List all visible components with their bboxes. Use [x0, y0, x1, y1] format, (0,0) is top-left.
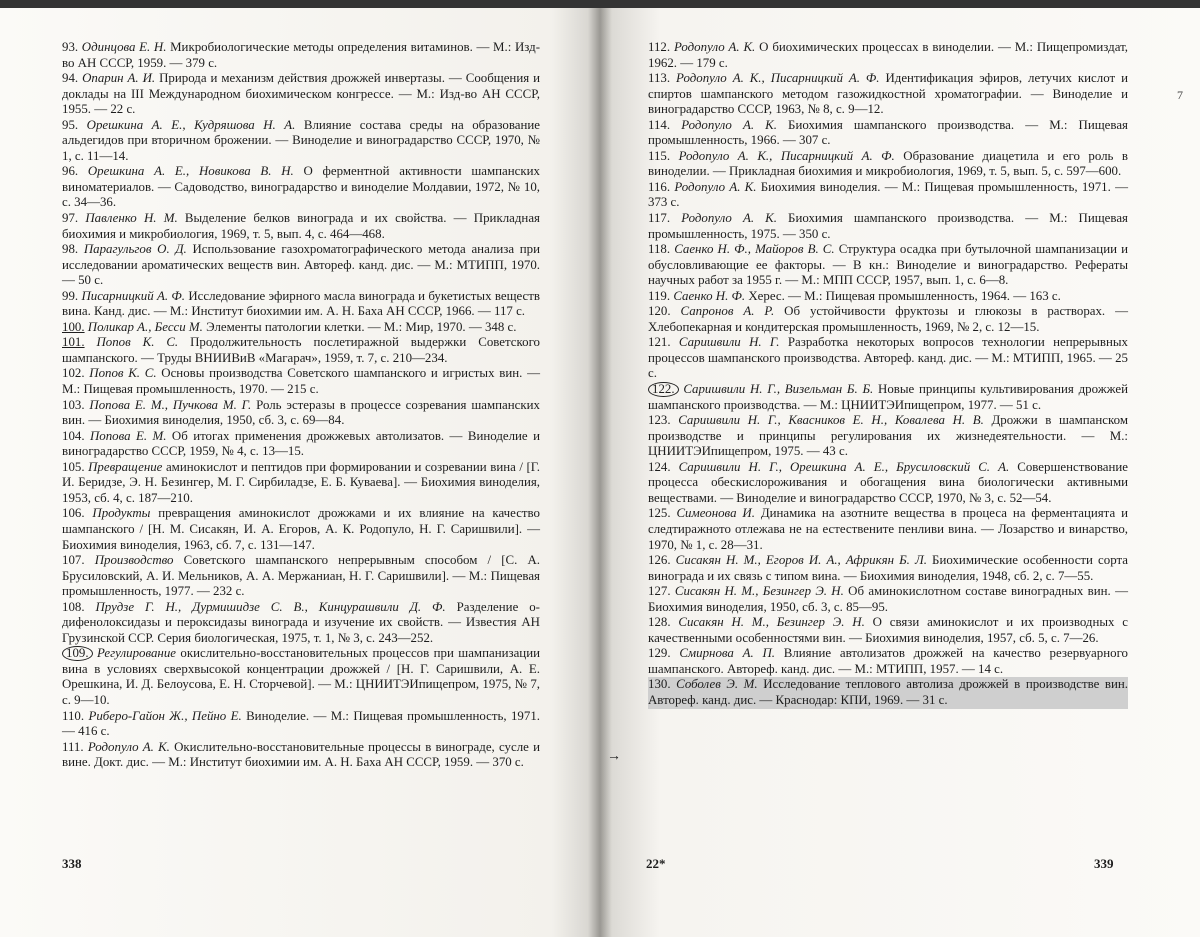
entry-authors: Поликар А., Бесси М. [87, 319, 203, 334]
entry-number: 107. [62, 553, 85, 568]
entry-text: Виноделие. — М.: Пищевая промышленность, 1971. — 416 с. [62, 708, 540, 739]
bibliography-entry [62, 40, 540, 71]
entry-authors: Соболев Э. М. [676, 677, 758, 692]
bibliography-entry [648, 553, 1128, 584]
entry-number: 121. [648, 335, 671, 350]
entry-text: О биохимических процессах в виноделии. — М.: Пищепромиздат, 1962. — 179 с. [648, 40, 1128, 70]
entry-text: Об аминокислотном составе виноградных вин. — Биохимия виноделия, 1950, сб. 3, с. 85—95. [648, 584, 1128, 614]
entry-authors: Смирнова А. П. [679, 646, 775, 661]
entry-authors: Опарин А. И. [82, 71, 156, 86]
entry-number: 128. [648, 615, 671, 630]
bibliography-entry [62, 709, 540, 740]
bibliography-entry [648, 304, 1128, 335]
entry-authors: Парагульгов О. Д. [83, 242, 187, 257]
bibliography-entry [648, 615, 1128, 646]
entry-number: 114. [648, 117, 671, 132]
bibliography-entry [62, 366, 540, 397]
entry-text: Новые принципы культивирования дрожжей шампанского производства. — М.: ЦНИИТЭИпищепром, 1977. — 51 с. [648, 382, 1128, 412]
entry-text: окислительно-восстановительных процессов при шампанизации вина в условиях сверхвысокой концентрации дрожжей / [Н. Г. Саришвили, А. Е. Орешкина, И. Д. Белоусова, Е. Н. Сторчевой]. — М.: ЦНИИТЭИпищепром, 1975, № 7, с. 9—10. [62, 646, 541, 707]
entry-authors: Прудзе Г. Н., Дурмишидзе С. В., Кинцурашвили Д. Ф. [95, 599, 446, 614]
bibliography-entry [62, 335, 540, 366]
entry-number: 105. [62, 459, 85, 474]
entry-text: Образование диацетила и его роль в виноделии. — Прикладная биохимия и микробиология, 1969, т. 5, вып. 5, с. 597—600. [648, 148, 1128, 179]
entry-text: Биохимические особенности сорта винограда и их связь с типом вина. — Биохимия виноделия, 1948, сб. 2, с. 7—55. [648, 553, 1128, 583]
entry-authors: Павленко Н. М. [85, 211, 178, 226]
entry-text: Динамика на азотните вещества в процеса на ферментацията и следтиражното отлежава не на естествените пенливи вина. — Лозарство и винарство, 1970, № 1, с. 28—31. [648, 506, 1128, 552]
entry-authors: Родопуло А. К. [87, 739, 170, 754]
entry-authors: Саришвили Н. Г., Визельман Б. Б. [683, 382, 874, 397]
entry-number: 129. [648, 646, 671, 661]
entry-number: 124. [648, 459, 671, 474]
bibliography-entry [648, 677, 1128, 708]
entry-number: 120. [648, 304, 671, 319]
entry-number: 117. [648, 211, 671, 226]
entry-text: Элементы патологии клетки. — М.: Мир, 1970. — 348 с. [206, 319, 517, 334]
bibliography-entry [648, 118, 1128, 149]
entry-authors: Родопуло А. К. [681, 117, 777, 132]
signature-mark: 22* [646, 856, 666, 871]
entry-text: Исследование эфирного масла винограда и букетистых веществ вина. Канд. дис. — М.: Институт биохимии им. А. Н. Баха АН СССР, 1966. — 117 с. [62, 288, 540, 319]
scan-top-edge [0, 0, 1200, 8]
bibliography-entry [648, 413, 1128, 460]
entry-authors: Симеонова И. [676, 506, 755, 521]
entry-number: 102. [62, 366, 85, 381]
bibliography-entry [62, 320, 540, 336]
bibliography-entry [62, 289, 540, 320]
entry-authors: Сисакян Н. М., Безингер Э. Н. [678, 615, 865, 630]
entry-authors: Родопуло А. К., Писарницкий А. Ф. [678, 148, 895, 163]
entry-text: Биохимия шампанского производства. — М.: Пищевая промышленность, 1966. — 307 с. [648, 117, 1128, 148]
bibliography-entry [648, 460, 1128, 507]
bibliography-entry [648, 149, 1128, 180]
entry-authors: Производство [94, 553, 174, 568]
entry-number: 93. [62, 40, 79, 54]
entry-text: Влияние состава среды на образование альдегидов при вторичном брожении. — Виноделие и виноградарство СССР, 1970, № 1, с. 11—14. [62, 117, 540, 163]
bibliography-entry [62, 429, 540, 460]
entry-text: Биохимия шампанского производства. — М.: Пищевая промышленность, 1975. — 350 с. [648, 211, 1128, 241]
entry-number: 97. [62, 211, 79, 226]
entry-authors: Продукты [92, 506, 151, 521]
entry-number: 95. [62, 117, 79, 132]
entry-authors: Орешкина А. Е., Новикова В. Н. [87, 164, 294, 179]
entry-text: Влияние автолизатов дрожжей на качество резервуарного шампанского. Автореф. канд. дис. — М.: МТИПП, 1957. — 14 с. [648, 646, 1128, 676]
entry-text: Советского шампанского непрерывным способом / [С. А. Брусиловский, А. И. Мельников, А. А. Мержаниан, Н. Г. Саришвили]. — М.: Пищевая промышленность, 1977. — 232 с. [62, 553, 540, 599]
bibliography-entry [62, 506, 540, 553]
entry-number: 101. [62, 335, 85, 350]
entry-text: Структура осадка при бутылочной шампанизации и обусловливающие ее факторы. — В кн.: Виноделие и виноградарство. Рефераты научных работ за 1955 г. — М.: МПП СССР, 1957, вып. 1, с. 6—8. [648, 242, 1128, 288]
bibliography-entry [648, 40, 1128, 71]
bibliography-entry [62, 600, 540, 647]
bibliography-entry [648, 71, 1128, 118]
entry-number: 100. [62, 319, 85, 334]
left-page [62, 40, 540, 920]
bibliography-entry [648, 335, 1128, 382]
entry-authors: Одинцова Е. Н. [81, 40, 167, 54]
entry-number: 116. [648, 179, 671, 194]
left-page-number: 338 [62, 856, 82, 871]
right-page-number: 339 [1094, 856, 1114, 871]
entry-text: О связи аминокислот и их производных с качественными особенностями вин. — Биохимия виноделия, 1957, сб. 5, с. 7—26. [648, 615, 1128, 645]
entry-number: 106. [62, 506, 85, 521]
entry-text: Биохимия виноделия. — М.: Пищевая промышленность, 1971. — 373 с. [648, 179, 1128, 210]
entry-number: 115. [648, 148, 671, 163]
entry-text: превращения аминокислот дрожжами и их влияние на качество шампанского / [Н. М. Сисакян, И. А. Егоров, А. К. Родопуло, Н. Г. Саришвили]. — Биохимия виноделия, 1963, сб. 7, с. 131—147. [62, 506, 540, 552]
entry-authors: Саенко Н. Ф., Майоров В. С. [674, 242, 835, 257]
entry-text: Совершенствование процесса обескислороживания и обогащения вина биологически активными веществами. — Виноделие и виноградарство СССР, 1970, № 3, с. 52—54. [648, 459, 1128, 505]
handwritten-arrow-mark: → [607, 749, 621, 764]
entry-number: 103. [62, 397, 85, 412]
entry-number: 104. [62, 428, 85, 443]
entry-authors: Саришвили Н. Г., Квасников Е. Н., Ковалева Н. В. [678, 413, 984, 428]
bibliography-entry [62, 646, 540, 708]
entry-text: Основы производства Советского шампанского и игристых вин. — М.: Пищевая промышленность, 1970. — 215 с. [62, 366, 540, 397]
entry-text: Идентификация эфиров, летучих кислот и спиртов шампанского методом газожидкостной хроматографии. — Виноделие и виноградарство СССР, 1963, № 8, с. 9—12. [648, 71, 1128, 117]
bibliography-entry [62, 398, 540, 429]
entry-authors: Родопуло А. К. [674, 179, 757, 194]
entry-number: 111. [62, 739, 84, 754]
bibliography-entry [62, 460, 540, 507]
entry-authors: Попов К. С. [89, 366, 157, 381]
entry-number: 119. [648, 288, 671, 303]
entry-text: Разделение о-дифенолоксидазы и пероксидазы винограда и изучение их свойств. — Известия АН Грузинской ССР. Серия биологическая, 1975, т. 1, № 3, с. 243—252. [62, 599, 540, 645]
bibliography-entry [648, 584, 1128, 615]
bibliography-entry [62, 118, 540, 165]
entry-text: Разработка некоторых вопросов технологии непрерывных процессов шампанского производства. Автореф. канд. дис. — М.: МТИПП, 1965. — 25 с. [648, 335, 1128, 381]
bibliography-entry [62, 242, 540, 289]
entry-number: 98. [62, 242, 79, 257]
entry-text: Микробиологические методы определения витаминов. — М.: Изд-во АН СССР, 1959. — 379 с. [62, 40, 541, 70]
entry-text: Окислительно-восстановительные процессы в винограде, сусле и вине. Докт. дис. — М.: Институт биохимии им. А. Н. Баха АН СССР, 1959. — 370 с. [62, 739, 540, 770]
entry-number: 96. [62, 164, 79, 179]
entry-text: О ферментной активности шампанских виноматериалов. — Садоводство, виноградарство и виноделие Молдавии, 1972, № 10, с. 34—36. [62, 164, 540, 210]
entry-authors: Орешкина А. Е., Кудряшова Н. А. [86, 117, 296, 132]
entry-authors: Попов К. С. [96, 335, 179, 350]
bibliography-entry [62, 553, 540, 600]
bibliography-entry [648, 506, 1128, 553]
entry-authors: Попова Е. М., Пучкова М. Г. [89, 397, 252, 412]
entry-text: Исследование теплового автолиза дрожжей в производстве вин. Автореф. канд. дис. — Краснодар: КПИ, 1969. — 31 с. [648, 677, 1129, 707]
entry-authors: Сисакян Н. М., Безингер Э. Н. [674, 584, 844, 599]
entry-authors: Родопуло А. К. [673, 40, 756, 54]
entry-text: Херес. — М.: Пищевая промышленность, 1964. — 163 с. [748, 288, 1061, 303]
entry-text: Использование газохроматографического метода анализа при исследовании ароматических веществ вин. Автореф. канд. дис. — М.: МТИПП, 1970. — 50 с. [62, 242, 540, 288]
entry-authors: Саришвили Н. Г. [678, 335, 780, 350]
entry-authors: Превращение [88, 459, 163, 474]
bibliography-entry [62, 740, 540, 771]
entry-authors: Регулирование [96, 646, 176, 661]
entry-text: Роль эстеразы в процессе созревания шампанских вин. — Биохимия виноделия, 1950, сб. 3, с. 69—84. [62, 397, 540, 428]
entry-number: 110. [62, 708, 85, 723]
entry-number: 127. [648, 584, 671, 599]
entry-number: 108. [62, 599, 85, 614]
entry-number: 125. [648, 506, 671, 521]
bibliography-entry [62, 164, 540, 211]
entry-authors: Родопуло А. К. [681, 211, 777, 226]
entry-text: Об устойчивости фруктозы и глюкозы в растворах. — Хлебопекарная и кондитерская промышленность, 1969, № 2, с. 12—15. [648, 304, 1128, 334]
entry-number: 99. [62, 288, 79, 303]
right-page [648, 40, 1128, 920]
entry-authors: Риберо-Гайон Ж., Пейно Е. [88, 708, 242, 723]
bibliography-entry [62, 211, 540, 242]
entry-authors: Попова Е. М. [89, 428, 167, 443]
entry-authors: Саенко Н. Ф. [673, 288, 746, 303]
entry-text: Продолжительность послетиражной выдержки Советского шампанского. — Труды ВНИИВиВ «Магарач», 1959, т. 7, с. 210—234. [62, 335, 540, 365]
entry-text: Дрожжи в шампанском производстве и принципы регулирования их жизнедеятельности. — М.: ЦНИИТЭИпищепром, 1975. — 43 с. [648, 413, 1128, 459]
bibliography-entry [62, 71, 540, 118]
entry-text: Природа и механизм действия дрожжей инвертазы. — Сообщения и доклады на III Международном биохимическом конгрессе. — М.: Изд-во АН СССР, 1955. — 22 с. [62, 71, 541, 117]
entry-text: Выделение белков винограда и их свойства. — Прикладная биохимия и микробиология, 1969, т. 5, вып. 4, с. 464—468. [62, 211, 540, 241]
entry-number: 109. [62, 646, 93, 661]
entry-authors: Писарницкий А. Ф. [81, 288, 186, 303]
entry-number: 113. [648, 71, 671, 86]
entry-authors: Сисакян Н. М., Егоров И. А., Африкян Б. Л. [675, 553, 927, 568]
entry-number: 94. [62, 71, 79, 86]
entry-authors: Родопуло А. К., Писарницкий А. Ф. [676, 71, 880, 86]
margin-pencil-mark: 7 [1177, 88, 1183, 102]
entry-number: 130. [648, 677, 671, 692]
entry-text: аминокислот и пептидов при формировании и созревании вина / [Г. И. Беридзе, Э. Н. Безингер, М. Г. Сирбиладзе, Е. Б. Куваева]. — Биохимия виноделия, 1953, сб. 4, с. 187—210. [62, 459, 540, 505]
entry-authors: Саришвили Н. Г., Орешкина А. Е., Брусиловский С. А. [678, 459, 1010, 474]
bibliography-entry [648, 211, 1128, 242]
bibliography-entry [648, 180, 1128, 211]
entry-authors: Сапронов А. Р. [680, 304, 775, 319]
bibliography-entry [648, 646, 1128, 677]
bibliography-entry [648, 382, 1128, 413]
entry-text: Об итогах применения дрожжевых автолизатов. — Виноделие и виноградарство СССР, 1959, № 4, с. 13—15. [62, 428, 540, 459]
entry-number: 123. [648, 413, 671, 428]
bibliography-entry [648, 242, 1128, 289]
entry-number: 122. [648, 382, 679, 397]
entry-number: 112. [648, 40, 671, 54]
entry-number: 118. [648, 242, 671, 257]
bibliography-entry [648, 289, 1128, 305]
entry-number: 126. [648, 553, 671, 568]
